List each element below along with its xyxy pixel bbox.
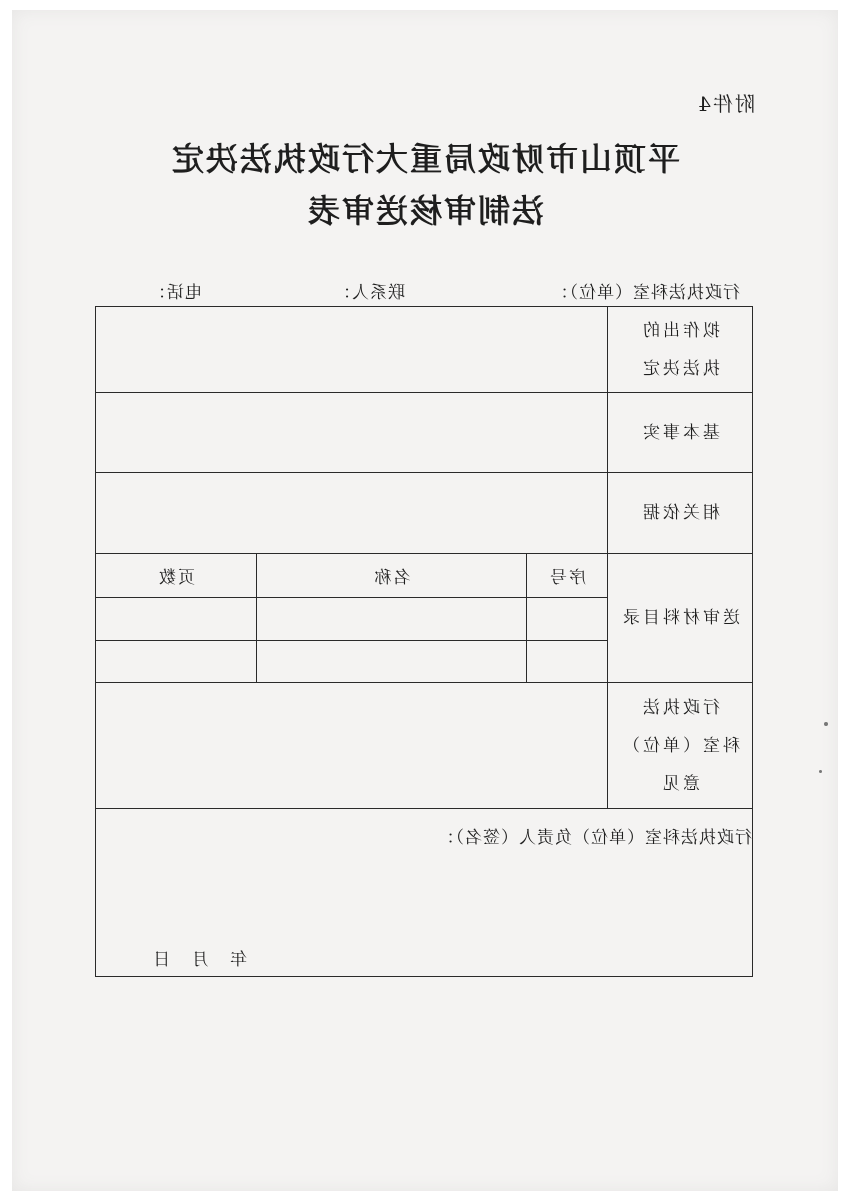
basis-label: 相关依据 (640, 503, 720, 523)
form-row-facts (95, 393, 752, 473)
materials-label: 送审材料目录 (620, 608, 740, 628)
column-header-name: 名称 (257, 554, 527, 598)
signature-label: 行政执法科室（单位）负责人（签名）： (436, 828, 752, 848)
document-title-line-1: 平顶山市财政局重大行政执法决定 (170, 140, 681, 178)
facts-label-cell (608, 393, 753, 473)
basis-content-cell[interactable] (95, 473, 607, 554)
phone-label: 电话： (148, 283, 202, 303)
column-header-pages: 页数 (95, 554, 256, 598)
document-title-line-2: 法制审核送审表 (306, 192, 545, 230)
materials-header-row (95, 554, 752, 598)
opinion-content-cell[interactable] (95, 683, 607, 809)
facts-content-cell[interactable] (95, 393, 607, 473)
materials-pages-cell[interactable] (95, 598, 256, 641)
materials-serial-cell[interactable] (527, 598, 608, 641)
office-label: 行政执法科室（单位）： (550, 283, 740, 303)
materials-name-cell[interactable] (257, 598, 527, 641)
decision-label-line-1: 拟作出的 (640, 320, 720, 341)
opinion-label-line-3: 意见 (660, 773, 700, 794)
materials-label-cell (608, 554, 753, 683)
scan-speck (824, 722, 828, 726)
contact-label: 联系人： (333, 283, 405, 303)
opinion-label-line-2: 科室（单位） (620, 735, 740, 756)
attachment-number: 附件4 (696, 92, 755, 116)
decision-label-cell (608, 307, 753, 393)
signature-date: 年 月 日 (153, 950, 247, 970)
materials-serial-cell[interactable] (527, 641, 608, 683)
form-row-decision (95, 307, 752, 393)
facts-label: 基本事实 (640, 422, 720, 443)
form-row-basis (95, 473, 752, 554)
signature-cell[interactable] (95, 809, 752, 977)
opinion-label-line-1: 行政执法 (640, 697, 720, 718)
form-row-signature (95, 809, 752, 977)
materials-name-cell[interactable] (257, 641, 527, 683)
decision-content-cell[interactable] (95, 307, 607, 393)
scan-speck (819, 770, 822, 773)
opinion-label-cell (608, 683, 753, 809)
column-header-serial: 序号 (527, 554, 608, 598)
decision-label-line-2: 执法决定 (640, 358, 720, 379)
materials-pages-cell[interactable] (95, 641, 256, 683)
basis-label-cell (608, 473, 753, 554)
form-row-opinion (95, 683, 752, 809)
review-form-table (95, 306, 753, 977)
